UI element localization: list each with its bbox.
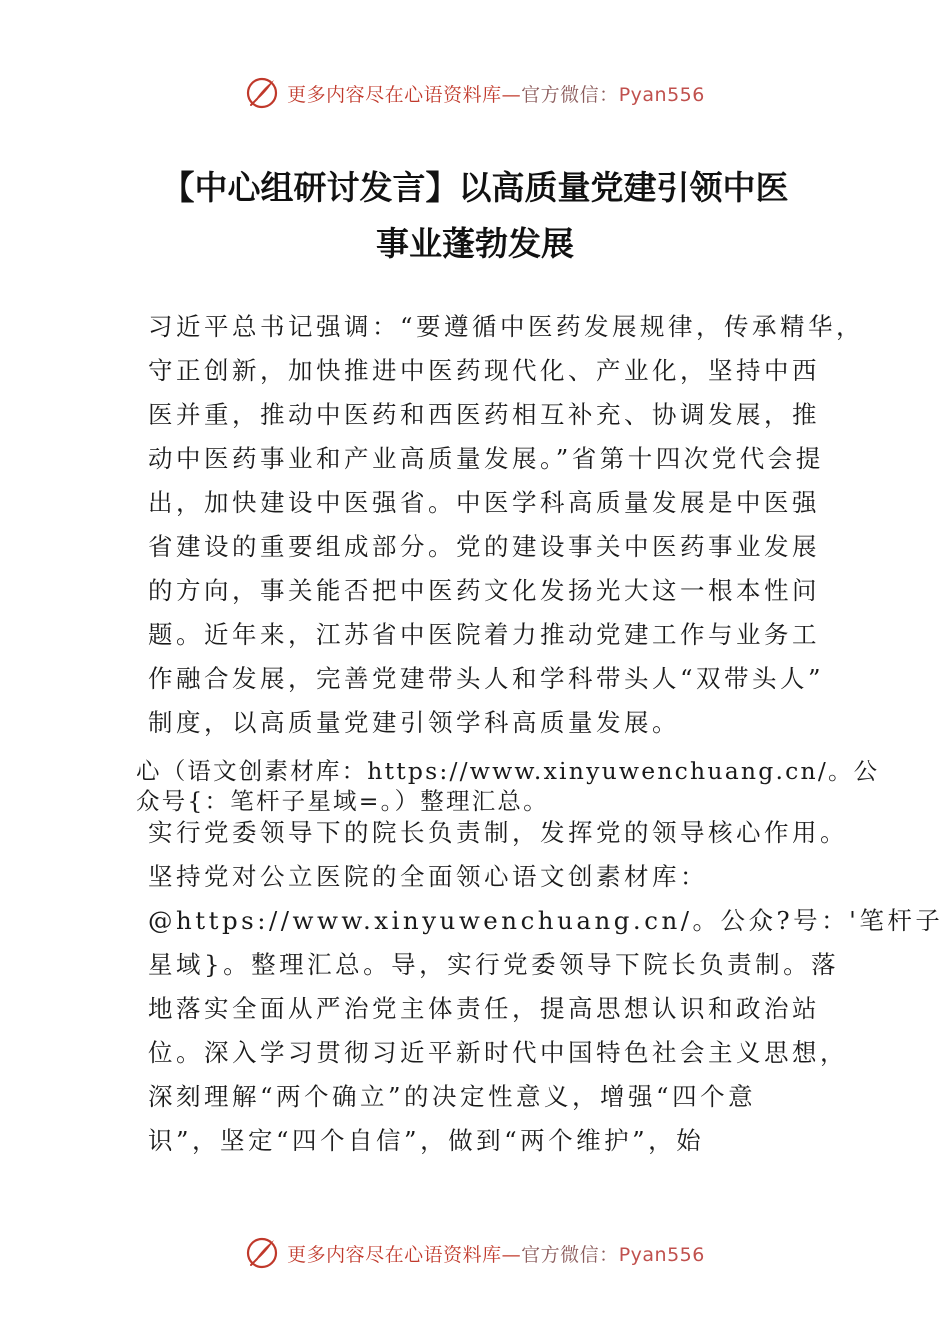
body-line: 识”，坚定“四个自信”，做到“两个维护”，始 [148, 1126, 705, 1155]
watermark-line: 心（语文创素材库：https://www.xinyuwenchuang.cn/。公 [136, 757, 880, 785]
body-line: 习近平总书记强调：“要遵循中医药发展规律，传承精华， [148, 312, 865, 341]
body-line: 制度，以高质量党建引领学科高质量发展。 [148, 708, 680, 737]
title-line-1: 【中心组研讨发言】以高质量党建引领中医 [161, 168, 789, 207]
banner-wechat-id: Pyan556 [618, 83, 705, 106]
banner-wechat-label: 官方微信： [521, 1243, 619, 1266]
banner-separator: — [501, 83, 522, 106]
body-line: 深刻理解“两个确立”的决定性意义，增强“四个意 [148, 1082, 757, 1111]
body-line: 省建设的重要组成部分。党的建设事关中医药事业发展 [148, 532, 820, 561]
body-line: 医并重，推动中医药和西医药相互补充、协调发展，推 [148, 400, 820, 429]
body-line: 实行党委领导下的院长负责制，发挥党的领导核心作用。 [148, 818, 848, 847]
header-banner [0, 68, 950, 118]
title-line-2: 事业蓬勃发展 [376, 224, 574, 263]
body-line: 星域}。整理汇总。导，实行党委领导下院长负责制。落 [148, 950, 840, 979]
banner-main-text: 更多内容尽在心语资料库 [287, 1243, 502, 1266]
document-title [60, 160, 890, 272]
body-line: 守正创新，加快推进中医药现代化、产业化，坚持中西 [148, 356, 820, 385]
feather-pen-logo-icon [245, 1236, 279, 1270]
footer-banner [0, 1228, 950, 1278]
banner-main-text: 更多内容尽在心语资料库 [287, 83, 502, 106]
banner-wechat-id: Pyan556 [618, 1243, 705, 1266]
body-line: @https://www.xinyuwenchuang.cn/。公众?号：'笔杆子 [148, 906, 944, 935]
body-line: 动中医药事业和产业高质量发展。”省第十四次党代会提 [148, 444, 824, 473]
body-line: 坚持党对公立医院的全面领心语文创素材库： [148, 862, 708, 891]
body-line: 出，加快建设中医强省。中医学科高质量发展是中医强 [148, 488, 820, 517]
banner-wechat-label: 官方微信： [521, 83, 619, 106]
feather-pen-logo-icon [245, 76, 279, 110]
banner-text [287, 80, 705, 107]
banner-text [287, 1240, 705, 1267]
body-line: 位。深入学习贯彻习近平新时代中国特色社会主义思想， [148, 1038, 848, 1067]
body-line: 的方向，事关能否把中医药文化发扬光大这一根本性问 [148, 576, 820, 605]
body-line: 题。近年来，江苏省中医院着力推动党建工作与业务工 [148, 620, 820, 649]
body-line: 地落实全面从严治党主体责任，提高思想认识和政治站 [148, 994, 820, 1023]
watermark-line: 众号{：笔杆子星域=。）整理汇总。 [136, 787, 549, 815]
body-line: 作融合发展，完善党建带头人和学科带头人“双带头人” [148, 664, 825, 693]
banner-separator: — [501, 1243, 522, 1266]
